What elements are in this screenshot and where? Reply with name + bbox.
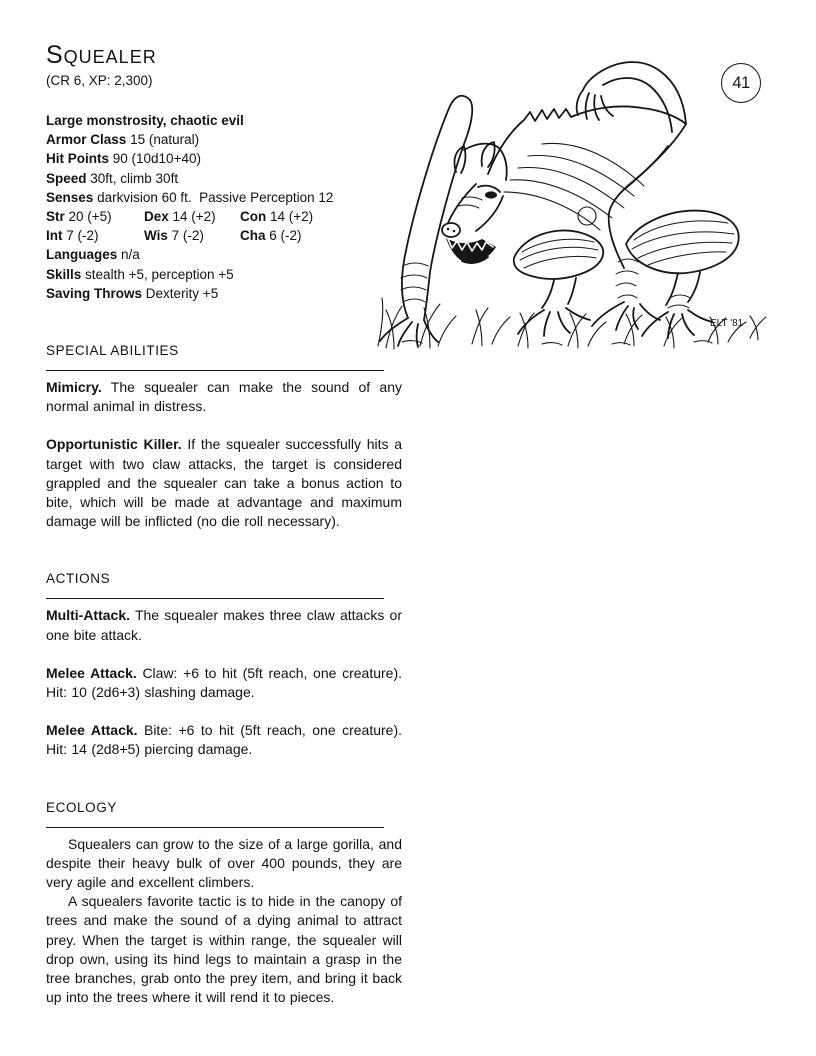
section-heading: ACTIONS	[46, 571, 111, 587]
stat-label: Armor Class	[46, 132, 127, 148]
entry-text: The squealer makes three claw attacks or one bite attack.	[46, 607, 403, 643]
stat-line-armor-class	[46, 130, 402, 149]
left-foreleg-outline	[402, 96, 470, 318]
stat-value: 30ft, climb 30ft	[90, 170, 179, 186]
cr-line: (CR 6, XP: 2,300)	[46, 73, 153, 88]
ability-cha: Cha 6 (-2)	[240, 228, 302, 244]
stat-block-column	[46, 42, 402, 1008]
eye	[485, 191, 497, 198]
entry-title: Melee Attack.	[46, 664, 137, 681]
stat-label: Skills	[46, 266, 82, 282]
section-actions	[46, 569, 402, 759]
raised-claws	[577, 90, 613, 120]
section-heading: SPECIAL ABILITIES	[46, 343, 179, 359]
section-rule	[46, 827, 384, 828]
stat-line-saving-throws	[46, 284, 402, 303]
stat-value: 15 (natural)	[130, 132, 200, 148]
monster-name: Squealer	[46, 41, 157, 69]
entry-melee-attack-claw	[46, 664, 402, 702]
type-line: Large monstrosity, chaotic evil	[46, 113, 244, 128]
stat-value: n/a	[121, 247, 140, 263]
entry-text: Bite: +6 to hit (5ft reach, one creature). Hit: 14 (2d8+5) piercing damage.	[46, 722, 402, 758]
section-heading: ECOLOGY	[46, 799, 117, 815]
stat-label: Senses	[46, 189, 94, 205]
stat-value: 90 (10d10+40)	[112, 151, 201, 167]
artist-signature: ELT '81	[710, 318, 744, 329]
entry-title: Melee Attack.	[46, 722, 138, 739]
entry-melee-attack-bite	[46, 721, 402, 759]
stat-line-languages	[46, 245, 402, 264]
entry-text: Claw: +6 to hit (5ft reach, one creature). Hit: 10 (2d6+3) slashing damage.	[46, 664, 402, 701]
stat-label: Hit Points	[46, 151, 109, 167]
section-ecology	[46, 798, 402, 1008]
page-number: 41	[732, 73, 750, 92]
section-rule	[46, 370, 384, 371]
stat-line-senses	[46, 188, 402, 207]
stat-label: Languages	[46, 247, 118, 263]
entry-text: The squealer can make the sound of any normal animal in distress.	[46, 379, 402, 415]
rear-claws	[642, 310, 712, 338]
ability-str: Str 20 (+5)	[46, 209, 112, 225]
section-rule	[46, 598, 384, 599]
creature-illustration	[372, 46, 772, 356]
entry-title: Opportunistic Killer.	[46, 436, 182, 453]
ability-wis: Wis 7 (-2)	[144, 228, 204, 244]
stat-label: Speed	[46, 170, 87, 186]
stat-block	[46, 111, 402, 303]
stat-value: stealth +5, perception +5	[85, 266, 234, 282]
entry-opportunistic-killer	[46, 435, 402, 531]
ability-scores-row-2	[46, 226, 402, 245]
ecology-paragraph: A squealers favorite tactic is to hide in the canopy of trees and make the sound of a dying animal to attract prey. When the target is within range, the squealer will drop own, using its hind legs to maintain a grasp in the tree branches, grab onto the prey item, and bring it back up into the trees where it will rend it to pieces.	[46, 893, 402, 1006]
snout-disc	[442, 223, 460, 237]
entry-multi-attack	[46, 606, 402, 644]
stat-value: Dexterity +5	[145, 285, 219, 301]
ability-scores-row-1	[46, 207, 402, 226]
ability-con: Con 14 (+2)	[240, 209, 314, 225]
stat-value: darkvision 60 ft. Passive Perception 12	[97, 189, 334, 205]
ability-int: Int 7 (-2)	[46, 228, 99, 244]
ability-dex: Dex 14 (+2)	[144, 209, 216, 225]
entry-text: If the squealer successfully hits a target with two claw attacks, the target is considered grappled and the squealer can take a bonus action to bite, which will be made at advantage and maximum damage will be inflicted (no die roll necessary).	[46, 436, 403, 530]
entry-mimicry	[46, 378, 402, 416]
left-thigh	[514, 230, 603, 279]
stat-line-speed	[46, 169, 402, 188]
stat-label: Saving Throws	[46, 285, 143, 301]
stat-line-hit-points	[46, 149, 402, 168]
stat-line-skills	[46, 265, 402, 284]
entry-title: Mimicry.	[46, 379, 102, 396]
section-special-abilities	[46, 341, 402, 531]
entry-title: Multi-Attack.	[46, 607, 130, 624]
ecology-paragraph: Squealers can grow to the size of a large gorilla, and despite their heavy bulk of over 400 pounds, they are very agile and excellent climbers.	[46, 835, 402, 891]
